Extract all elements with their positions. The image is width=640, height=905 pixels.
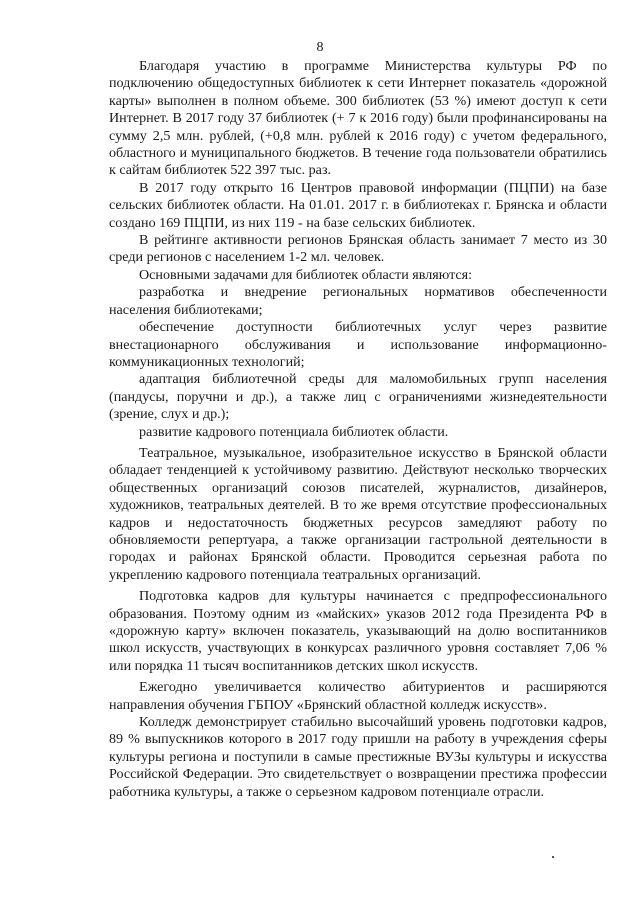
paragraph-internet-access: Благодаря участию в программе Министерства культуры РФ по подключению общедоступных библиотек к сети Интернет показатель «дорожной карты» выполнен в полном объеме. 300 библиотек (53 %) имеют доступ к сети Интернет. В 2017 году 37 библиотек (+ 7 к 2016 году) были профинансированы на сумму 2,5 млн. рублей, (+0,8 млн. рублей к 2016 году) с учетом федерального, областного и муниципального бюджетов. В течение года пользователи обратились к сайтам библиотек 522 397 тыс. раз. (109, 58, 607, 179)
list-item-task-adaptation: адаптация библиотечной среды для маломобильных групп населения (пандусы, поручни и др.), а также лиц с ограничениями жизнедеятельности (зрение, слух и др.); (109, 371, 607, 423)
paragraph-applicants: Ежегодно увеличивается количество абитуриентов и расширяются направления обучения ГБПОУ «Брянский областной колледж искусств». (109, 679, 607, 713)
list-item-task-norms: разработка и внедрение региональных нормативов обеспеченности населения библиотеками; (109, 284, 607, 318)
paragraph-region-rating: В рейтинге активности регионов Брянская область занимает 7 место из 30 среди регионов с населением 1-2 мл. человек. (109, 232, 607, 266)
paragraph-legal-info-centers: В 2017 году открыто 16 Центров правовой информации (ПЦПИ) на базе сельских библиотек области. На 01.01. 2017 г. в библиотеках г. Брянска и области создано 169 ПЦПИ, из них 119 - на базе сельских библиотек. (109, 179, 607, 231)
scan-speck (552, 856, 554, 858)
paragraph-staff-training: Подготовка кадров для культуры начинается с предпрофессионального образования. Поэтому одним из «майских» указов 2012 года Президента РФ в «дорожную карту» включен показатель, указывающий на долю воспитанников школ искусств, участвующих в конкурсах различного уровня составляет 7,06 % или порядка 11 тысяч воспитанников детских школ искусств. (109, 588, 607, 674)
document-body (109, 58, 607, 801)
paragraph-college: Колледж демонстрирует стабильно высочайший уровень подготовки кадров, 89 % выпускников которого в 2017 году пришли на работу в учреждения сферы культуры региона и поступили в самые престижные ВУЗы культуры и искусства Российской Федерации. Это свидетельствует о возвращении престижа профессии работника культуры, а также о серьезном кадровом потенциале отрасли. (109, 714, 607, 800)
paragraph-arts: Театральное, музыкальное, изобразительное искусство в Брянской области обладает тенденцией к устойчивому развитию. Действуют несколько творческих общественных организаций союзов писателей, журналистов, дизайнеров, художников, театральных деятелей. В то же время отсутствие профессиональных кадров и недостаточность бюджетных ресурсов замедляют работу по обновляемости репертуара, а также организации гастрольной деятельности в городах и районах Брянской области. Проводится серьезная работа по укреплению кадрового потенциала театральных организаций. (109, 444, 607, 583)
list-item-task-accessibility: обеспечение доступности библиотечных услуг через развитие внестационарного обслуживания и использование информационно-коммуникационных технологий; (109, 319, 607, 370)
paragraph-main-tasks-intro: Основными задачами для библиотек области являются: (139, 266, 473, 283)
list-item-task-staff: развитие кадрового потенциала библиотек области. (139, 423, 449, 440)
page-number: 8 (316, 40, 324, 55)
